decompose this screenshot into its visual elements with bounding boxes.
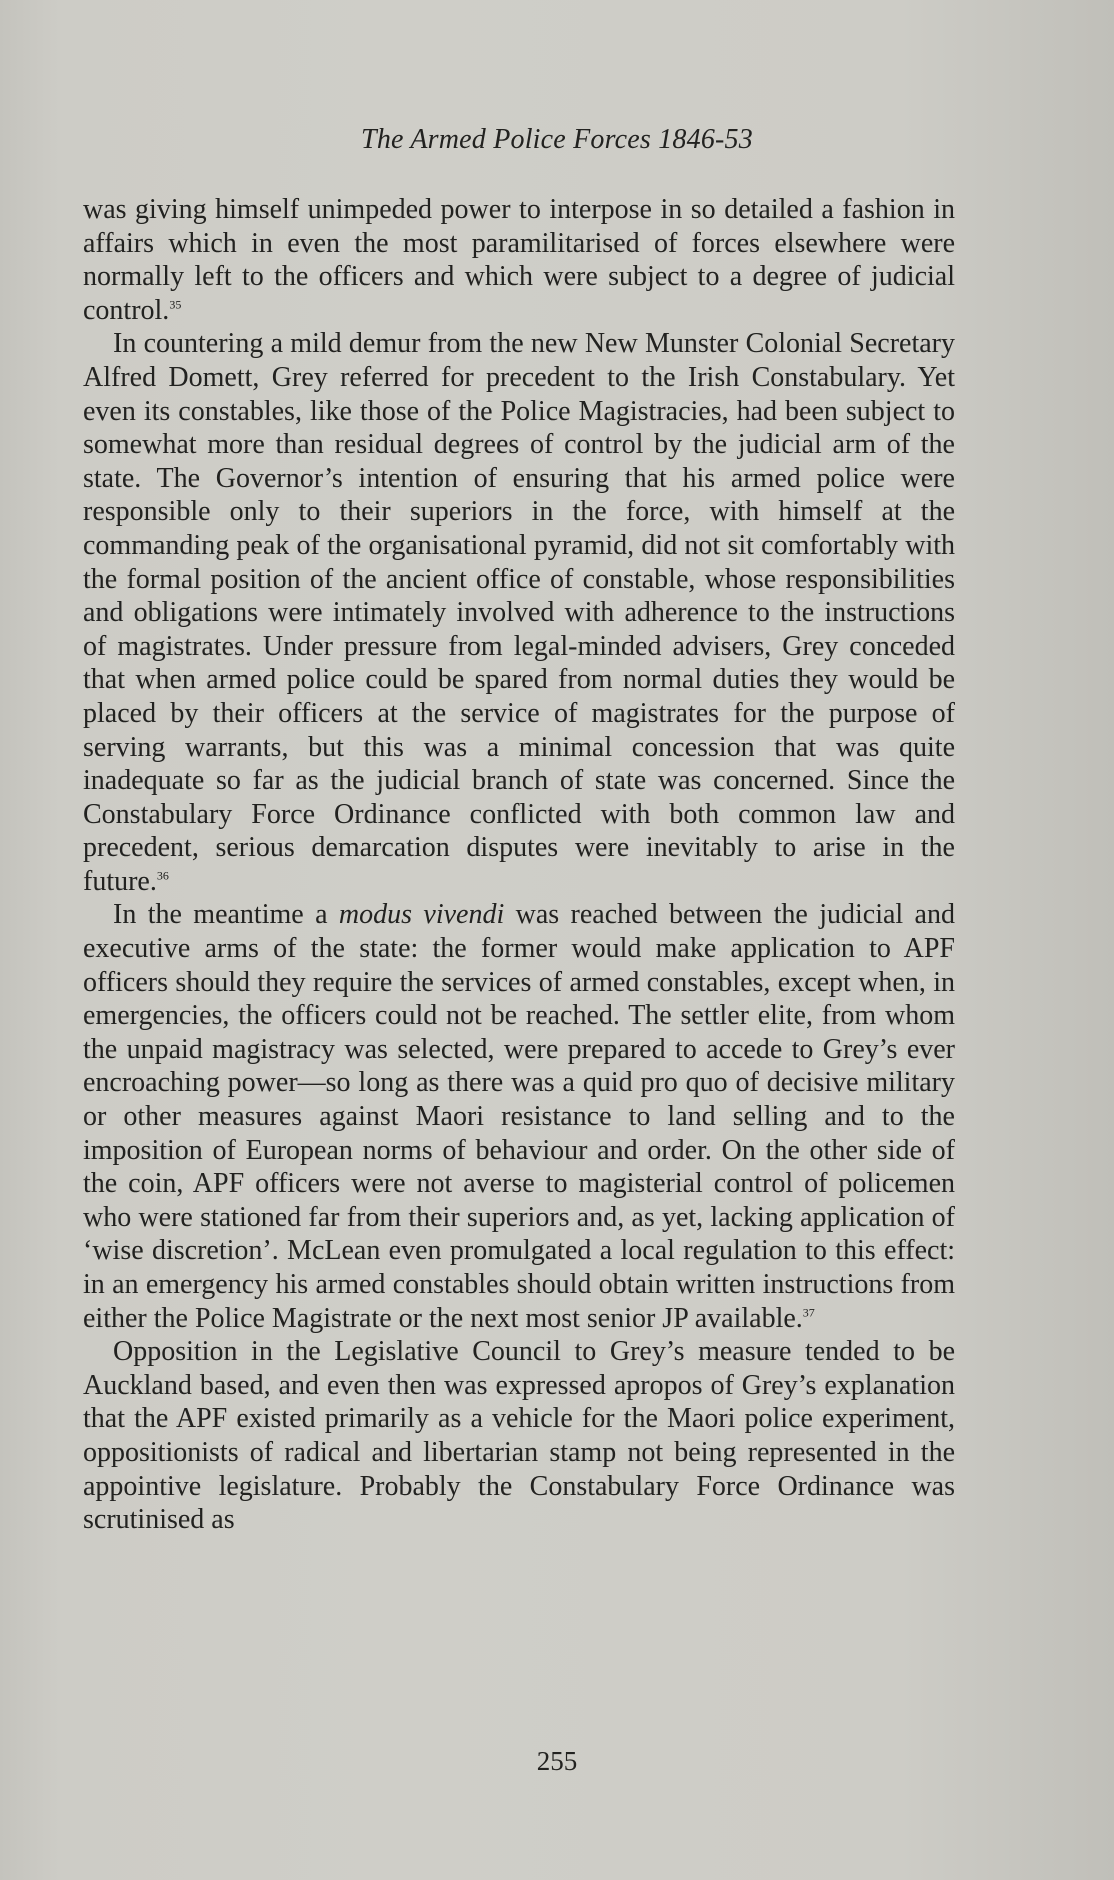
paragraph xyxy=(83,193,955,327)
paragraph-lead: In the meantime a xyxy=(113,899,339,931)
paragraph xyxy=(83,898,955,1335)
footnote-ref: 35 xyxy=(169,297,182,312)
running-head: The Armed Police Forces 1846-53 xyxy=(361,124,753,155)
body-text xyxy=(83,193,955,1537)
paragraph-text: Opposition in the Legislative Council to Grey’s measure tended to be Auckland based, and even then was expressed apropos of Grey’s explanation that the APF existed primarily as a vehicle for the Maori police experiment, oppositionists of radical and libertarian stamp not being represented in the appointive legislature. Probably the Constabulary Force Ordinance was scrutinised as xyxy=(83,1336,955,1536)
italic-term: modus vivendi xyxy=(338,899,505,931)
footnote-ref: 36 xyxy=(156,868,169,883)
page-number: 255 xyxy=(536,1746,578,1776)
footnote-ref: 37 xyxy=(802,1305,815,1320)
paragraph-text: was reached between the judicial and executive arms of the state: the former would make application to APF officers should they require the services of armed constables, except when, in emergencies, the officers could not be reached. The settler elite, from whom the unpaid magistracy was selected, were prepared to accede to Grey’s ever encroaching power—so long as there was a quid pro quo of decisive military or other measures against Maori resistance to land selling and to the imposition of European norms of behaviour and order. On the other side of the coin, APF officers were not averse to magisterial control of policemen who were stationed far from their superiors and, as yet, lacking application of ‘wise discretion’. McLean even promulgated a local regulation to this effect: in an emergency his armed constables should obtain written instructions from either the Police Magistrate or the next most senior JP available. xyxy=(83,899,955,1334)
paragraph xyxy=(83,327,955,898)
paragraph xyxy=(83,1335,955,1537)
paragraph-text: was giving himself unimpeded power to interpose in so detailed a fashion in affairs which in even the most paramilitarised of forces elsewhere were normally left to the officers and which were subject to a degree of judicial control. xyxy=(83,194,955,326)
paragraph-text: In countering a mild demur from the new New Munster Colonial Secretary Alfred Domett, Grey referred for precedent to the Irish Constabulary. Yet even its constables, like those of the Police Magistracies, had been subject to somewhat more than residual degrees of control by the judicial arm of the state. The Governor’s intention of ensuring that his armed police were responsible only to their superiors in the force, with himself at the commanding peak of the organisational pyramid, did not sit comfortably with the formal position of the ancient office of constable, whose responsibilities and obligations were intimately involved with adherence to the instructions of magistrates. Under pressure from legal-minded advisers, Grey conceded that when armed police could be spared from normal duties they would be placed by their officers at the service of magistrates for the purpose of serving warrants, but this was a minimal concession that was quite inadequate so far as the judicial branch of state was concerned. Since the Constabulary Force Ordinance conflicted with both common law and precedent, serious demarcation disputes were inevitably to arise in the future. xyxy=(83,328,955,897)
